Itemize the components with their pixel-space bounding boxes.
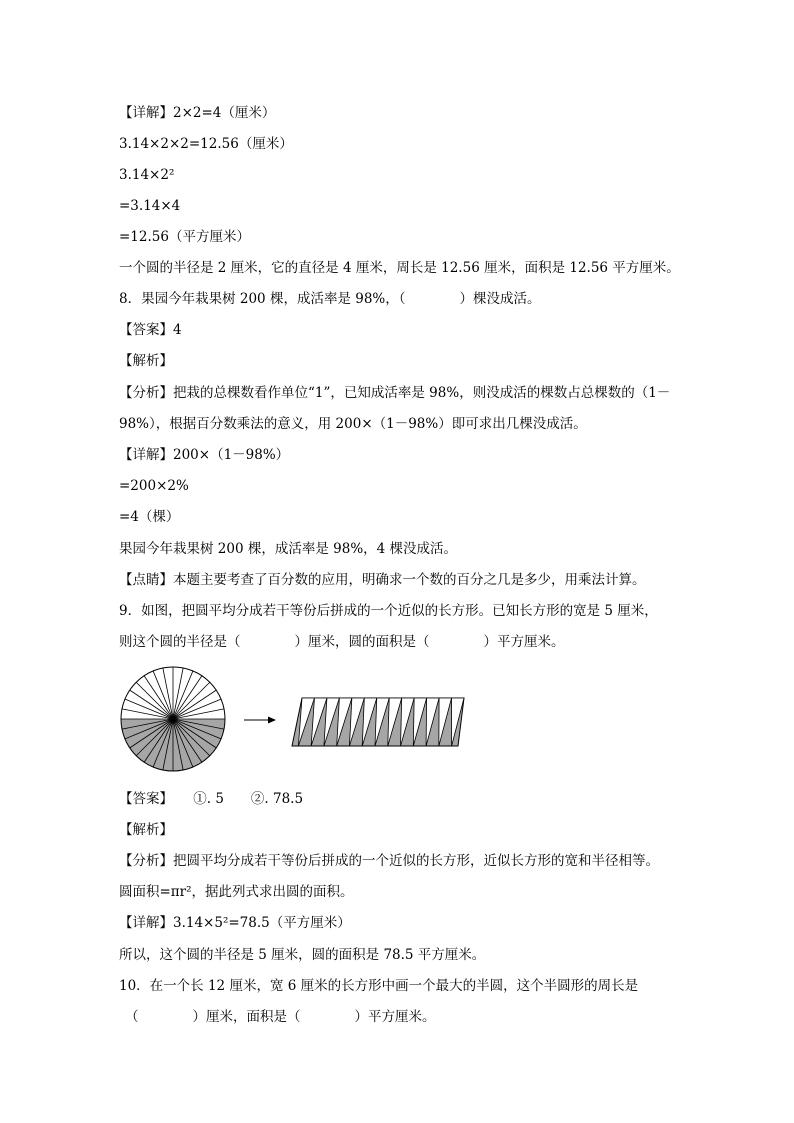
detail-8-line-3: =4（棵） (119, 509, 180, 525)
analysis-8-line-1: 【分析】把栽的总棵数看作单位“1”，已知成活率是 98%，则没成活的棵数占总棵数的（1－ (119, 385, 671, 401)
text-line-3: 3.14×2² (119, 167, 175, 183)
text-line-2: 3.14×2×2=12.56（厘米） (119, 136, 293, 152)
detail-8-line-1: 【详解】200×（1－98%） (119, 447, 290, 463)
text-line-1: 【详解】2×2=4（厘米） (119, 105, 276, 121)
analysis-9-line-2: 圆面积=πr²，据此列式求出圆的面积。 (119, 884, 354, 900)
analysis-9-line-1: 【分析】把圆平均分成若干等份后拼成的一个近似的长方形，近似长方形的宽和半径相等。 (119, 853, 659, 869)
answer-9: 【答案】 ①. 5 ②. 78.5 (119, 791, 304, 807)
answer-8: 【答案】4 (119, 322, 182, 338)
sector-line (173, 682, 210, 719)
sector-line (136, 682, 173, 719)
question-9-line-1: 9．如图，把圆平均分成若干等份后拼成的一个近似的长方形。已知长方形的宽是 5 厘米， (119, 603, 658, 619)
detail-8-line-2: =200×2% (119, 478, 189, 494)
question-10-line-1: 10．在一个长 12 厘米，宽 6 厘米的长方形中画一个最大的半圆，这个半圆形的周长是 (119, 978, 639, 994)
text-line-5: =12.56（平方厘米） (119, 229, 250, 245)
circle-to-rectangle-figure (118, 664, 478, 776)
comment-8: 【点睛】本题主要考查了百分数的应用，明确求一个数的百分之几是多少，用乘法计算。 (119, 572, 646, 588)
text-line-4: =3.14×4 (119, 198, 181, 214)
question-9-line-2: 则这个圆的半径是（ ）厘米，圆的面积是（ ）平方厘米。 (119, 634, 565, 650)
question-10-line-2: （ ）厘米，面积是（ ）平方厘米。 (125, 1009, 436, 1025)
analysis-heading-9: 【解析】 (119, 822, 173, 838)
arrow-icon (244, 717, 276, 724)
analysis-heading-8: 【解析】 (119, 353, 173, 369)
detail-8-conclusion: 果园今年栽果树 200 棵，成活率是 98%，4 棵没成活。 (119, 541, 458, 557)
rectangle-diagram (292, 698, 464, 746)
analysis-8-line-2: 98%），根据百分数乘法的意义，用 200×（1－98%）即可求出几棵没成活。 (119, 416, 587, 432)
question-8: 8．果园今年栽果树 200 棵，成活率是 98%，（ ）棵没成活。 (119, 291, 541, 307)
circle-diagram (121, 667, 225, 771)
text-line-6: 一个圆的半径是 2 厘米，它的直径是 4 厘米，周长是 12.56 厘米，面积是 12.56 平方厘米。 (119, 260, 680, 276)
detail-9: 【详解】3.14×5²=78.5（平方厘米） (119, 915, 351, 931)
conclusion-9: 所以，这个圆的半径是 5 厘米，圆的面积是 78.5 平方厘米。 (119, 947, 486, 963)
